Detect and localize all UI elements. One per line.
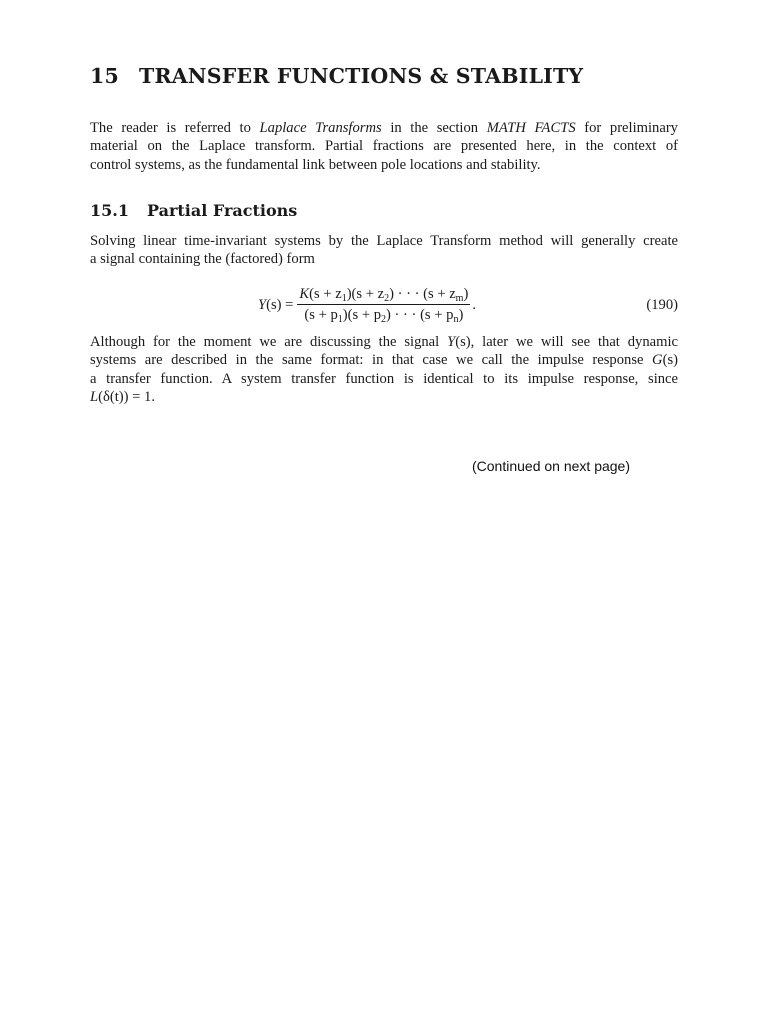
equation-period: . xyxy=(472,296,476,313)
paragraph-3-line-2: systems are described in the same format: in that case we call the impulse response G(s) xyxy=(90,352,678,369)
section-title-text: TRANSFER FUNCTIONS & STABILITY xyxy=(139,64,584,88)
subsection-number: 15.1 xyxy=(90,201,129,220)
paragraph-2 xyxy=(90,232,678,269)
section-number: 15 xyxy=(90,64,119,88)
intro-line-1: The reader is referred to Laplace Transforms in the section MATH FACTS for preliminary xyxy=(90,120,678,136)
equation-numerator: $K(s + z_1)(s + z_2)$ · · · $(s + z_m)$ xyxy=(299,286,469,304)
paragraph-2-line-1: Solving linear time-invariant systems by the Laplace Transform method will generally create xyxy=(90,233,678,249)
equation-fraction xyxy=(297,286,470,324)
equation-number: (190) xyxy=(646,296,678,313)
paragraph-2-line-2: a signal containing the (factored) form xyxy=(90,251,315,268)
equation-190 xyxy=(90,284,678,326)
intro-line-2: material on the Laplace transform. Partial fractions are presented here, in the context of xyxy=(90,138,678,155)
subsection-heading xyxy=(90,201,297,220)
equation-lhs-function: Y xyxy=(258,296,267,313)
equation-denominator: $(s + p_1)(s + p_2)$ · · · $(s + p_n)$ xyxy=(304,307,464,325)
paragraph-3-line-4: L(δ(t)) = 1. xyxy=(90,388,155,405)
subsection-title-text: Partial Fractions xyxy=(147,201,298,220)
intro-paragraph xyxy=(90,119,678,174)
paragraph-3 xyxy=(90,333,678,406)
section-heading xyxy=(90,64,678,88)
equation-lhs-argument: (s) = xyxy=(266,296,294,313)
equation-body xyxy=(258,284,476,326)
intro-line-3: control systems, as the fundamental link between pole locations and stability. xyxy=(90,156,541,173)
continued-notice: (Continued on next page) xyxy=(472,458,630,474)
paragraph-3-line-1: Although for the moment we are discussing the signal Y(s), later we will see that dynamic xyxy=(90,334,678,350)
paragraph-3-line-3: a transfer function. A system transfer function is identical to its impulse response, since xyxy=(90,370,678,387)
